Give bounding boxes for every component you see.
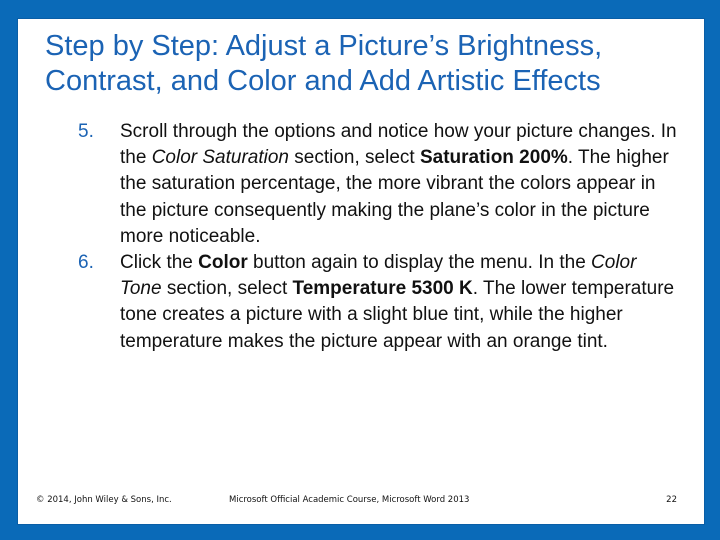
slide-title-line-2: Contrast, and Color and Add Artistic Effects — [45, 65, 601, 97]
footer-page-number: 22 — [666, 495, 677, 505]
step-text-bold: Saturation 200% — [419, 147, 568, 169]
step-text-run: Click the — [120, 252, 199, 274]
step-number: 5. — [78, 121, 94, 142]
step-item-5 — [78, 119, 678, 250]
slide-title — [45, 29, 695, 99]
step-text-run: . The higher the saturation percentage, the more vibrant the colors appear in the picture consequently making the plane’s color in the picture more noticeable. — [120, 147, 669, 247]
step-text-run: section, select — [289, 147, 420, 169]
step-item-6 — [78, 250, 678, 355]
step-text — [120, 121, 677, 247]
slide-content-panel — [17, 18, 705, 525]
footer-course-title: Microsoft Official Academic Course, Microsoft Word 2013 — [229, 495, 470, 505]
step-text — [120, 252, 674, 352]
step-text-italic: Color Tone — [120, 252, 637, 300]
step-number: 6. — [78, 252, 94, 274]
step-text-italic: Color Saturation — [151, 147, 289, 169]
step-text-run: Scroll through the options and notice how your picture changes. In the — [120, 121, 677, 169]
step-text-bold: Color — [198, 252, 248, 274]
step-text-run: section, select — [161, 278, 293, 300]
slide-footer — [18, 495, 704, 509]
step-list — [78, 119, 678, 355]
step-text-bold: Temperature 5300 K — [292, 278, 473, 300]
step-text-run: button again to display the menu. In the — [247, 252, 592, 274]
slide-title-line-1: Step by Step: Adjust a Picture’s Brightness, — [45, 30, 603, 62]
footer-copyright: © 2014, John Wiley & Sons, Inc. — [36, 495, 172, 505]
step-text-run: . The lower temperature tone creates a picture with a slight blue tint, while the higher temperature makes the picture appear with an orange tint. — [120, 278, 675, 352]
